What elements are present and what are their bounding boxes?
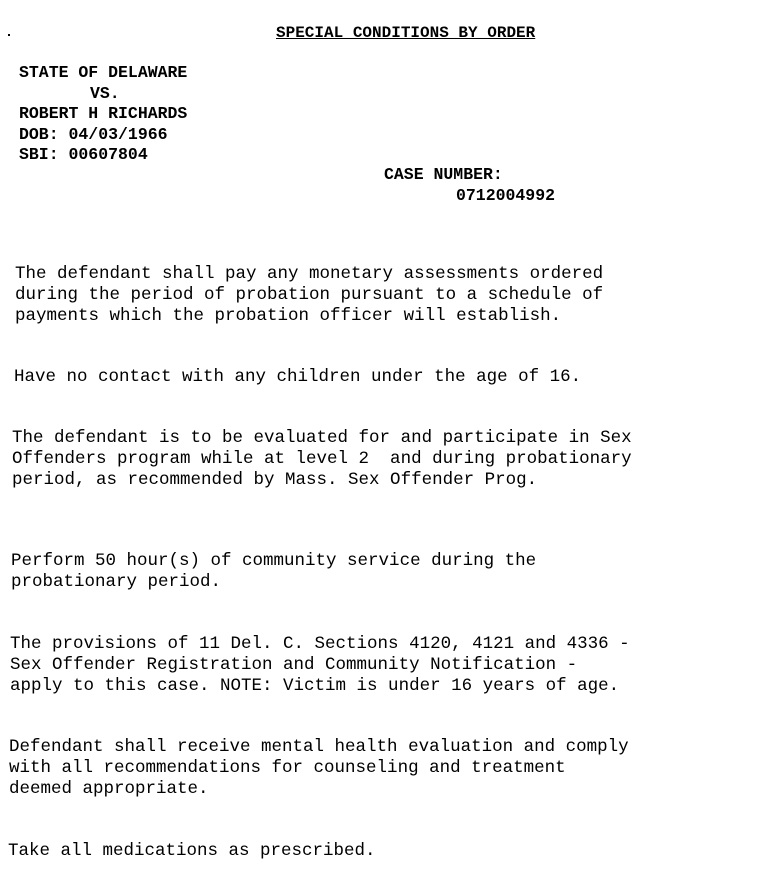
condition-line: apply to this case. NOTE: Victim is under 16 years of age. — [10, 676, 620, 696]
condition-line: with all recommendations for counseling and treatment — [9, 758, 566, 778]
plaintiff-name: STATE OF DELAWARE — [19, 63, 188, 82]
condition-no-contact-children — [14, 367, 581, 388]
condition-line: Perform 50 hour(s) of community service during the — [11, 551, 537, 571]
condition-line: Offenders program while at level 2 and during probationary — [12, 449, 632, 469]
condition-line: deemed appropriate. — [9, 779, 209, 799]
condition-registration-notification — [10, 634, 630, 697]
defendant-sbi: SBI: 00607804 — [19, 145, 148, 164]
versus-label: VS. — [90, 83, 120, 103]
case-caption — [19, 63, 187, 166]
case-number-label: CASE NUMBER: — [384, 165, 503, 184]
condition-line: The defendant shall pay any monetary assessments ordered — [15, 264, 604, 284]
document-title: SPECIAL CONDITIONS BY ORDER — [276, 24, 536, 42]
condition-line: during the period of probation pursuant to a schedule of — [15, 285, 604, 305]
condition-line: probationary period. — [11, 572, 222, 592]
case-number-value: 0712004992 — [456, 186, 556, 205]
condition-line: payments which the probation officer will establish. — [15, 306, 562, 326]
condition-line: period, as recommended by Mass. Sex Offender Prog. — [12, 470, 538, 490]
condition-line: The provisions of 11 Del. C. Sections 4120, 4121 and 4336 - — [10, 634, 630, 654]
condition-line: The defendant is to be evaluated for and participate in Sex — [12, 428, 632, 448]
stray-mark — [8, 34, 10, 36]
condition-mental-health — [9, 737, 629, 800]
defendant-name: ROBERT H RICHARDS — [19, 104, 188, 123]
defendant-dob: DOB: 04/03/1966 — [19, 124, 168, 144]
condition-line: Have no contact with any children under the age of 16. — [14, 367, 582, 387]
condition-community-service — [11, 551, 536, 593]
condition-medications — [8, 841, 376, 862]
condition-line: Take all medications as prescribed. — [8, 841, 376, 861]
condition-monetary-assessments — [15, 264, 603, 327]
condition-sex-offender-program — [12, 428, 632, 491]
condition-line: Defendant shall receive mental health evaluation and comply — [9, 737, 629, 757]
condition-line: Sex Offender Registration and Community Notification - — [10, 655, 578, 675]
